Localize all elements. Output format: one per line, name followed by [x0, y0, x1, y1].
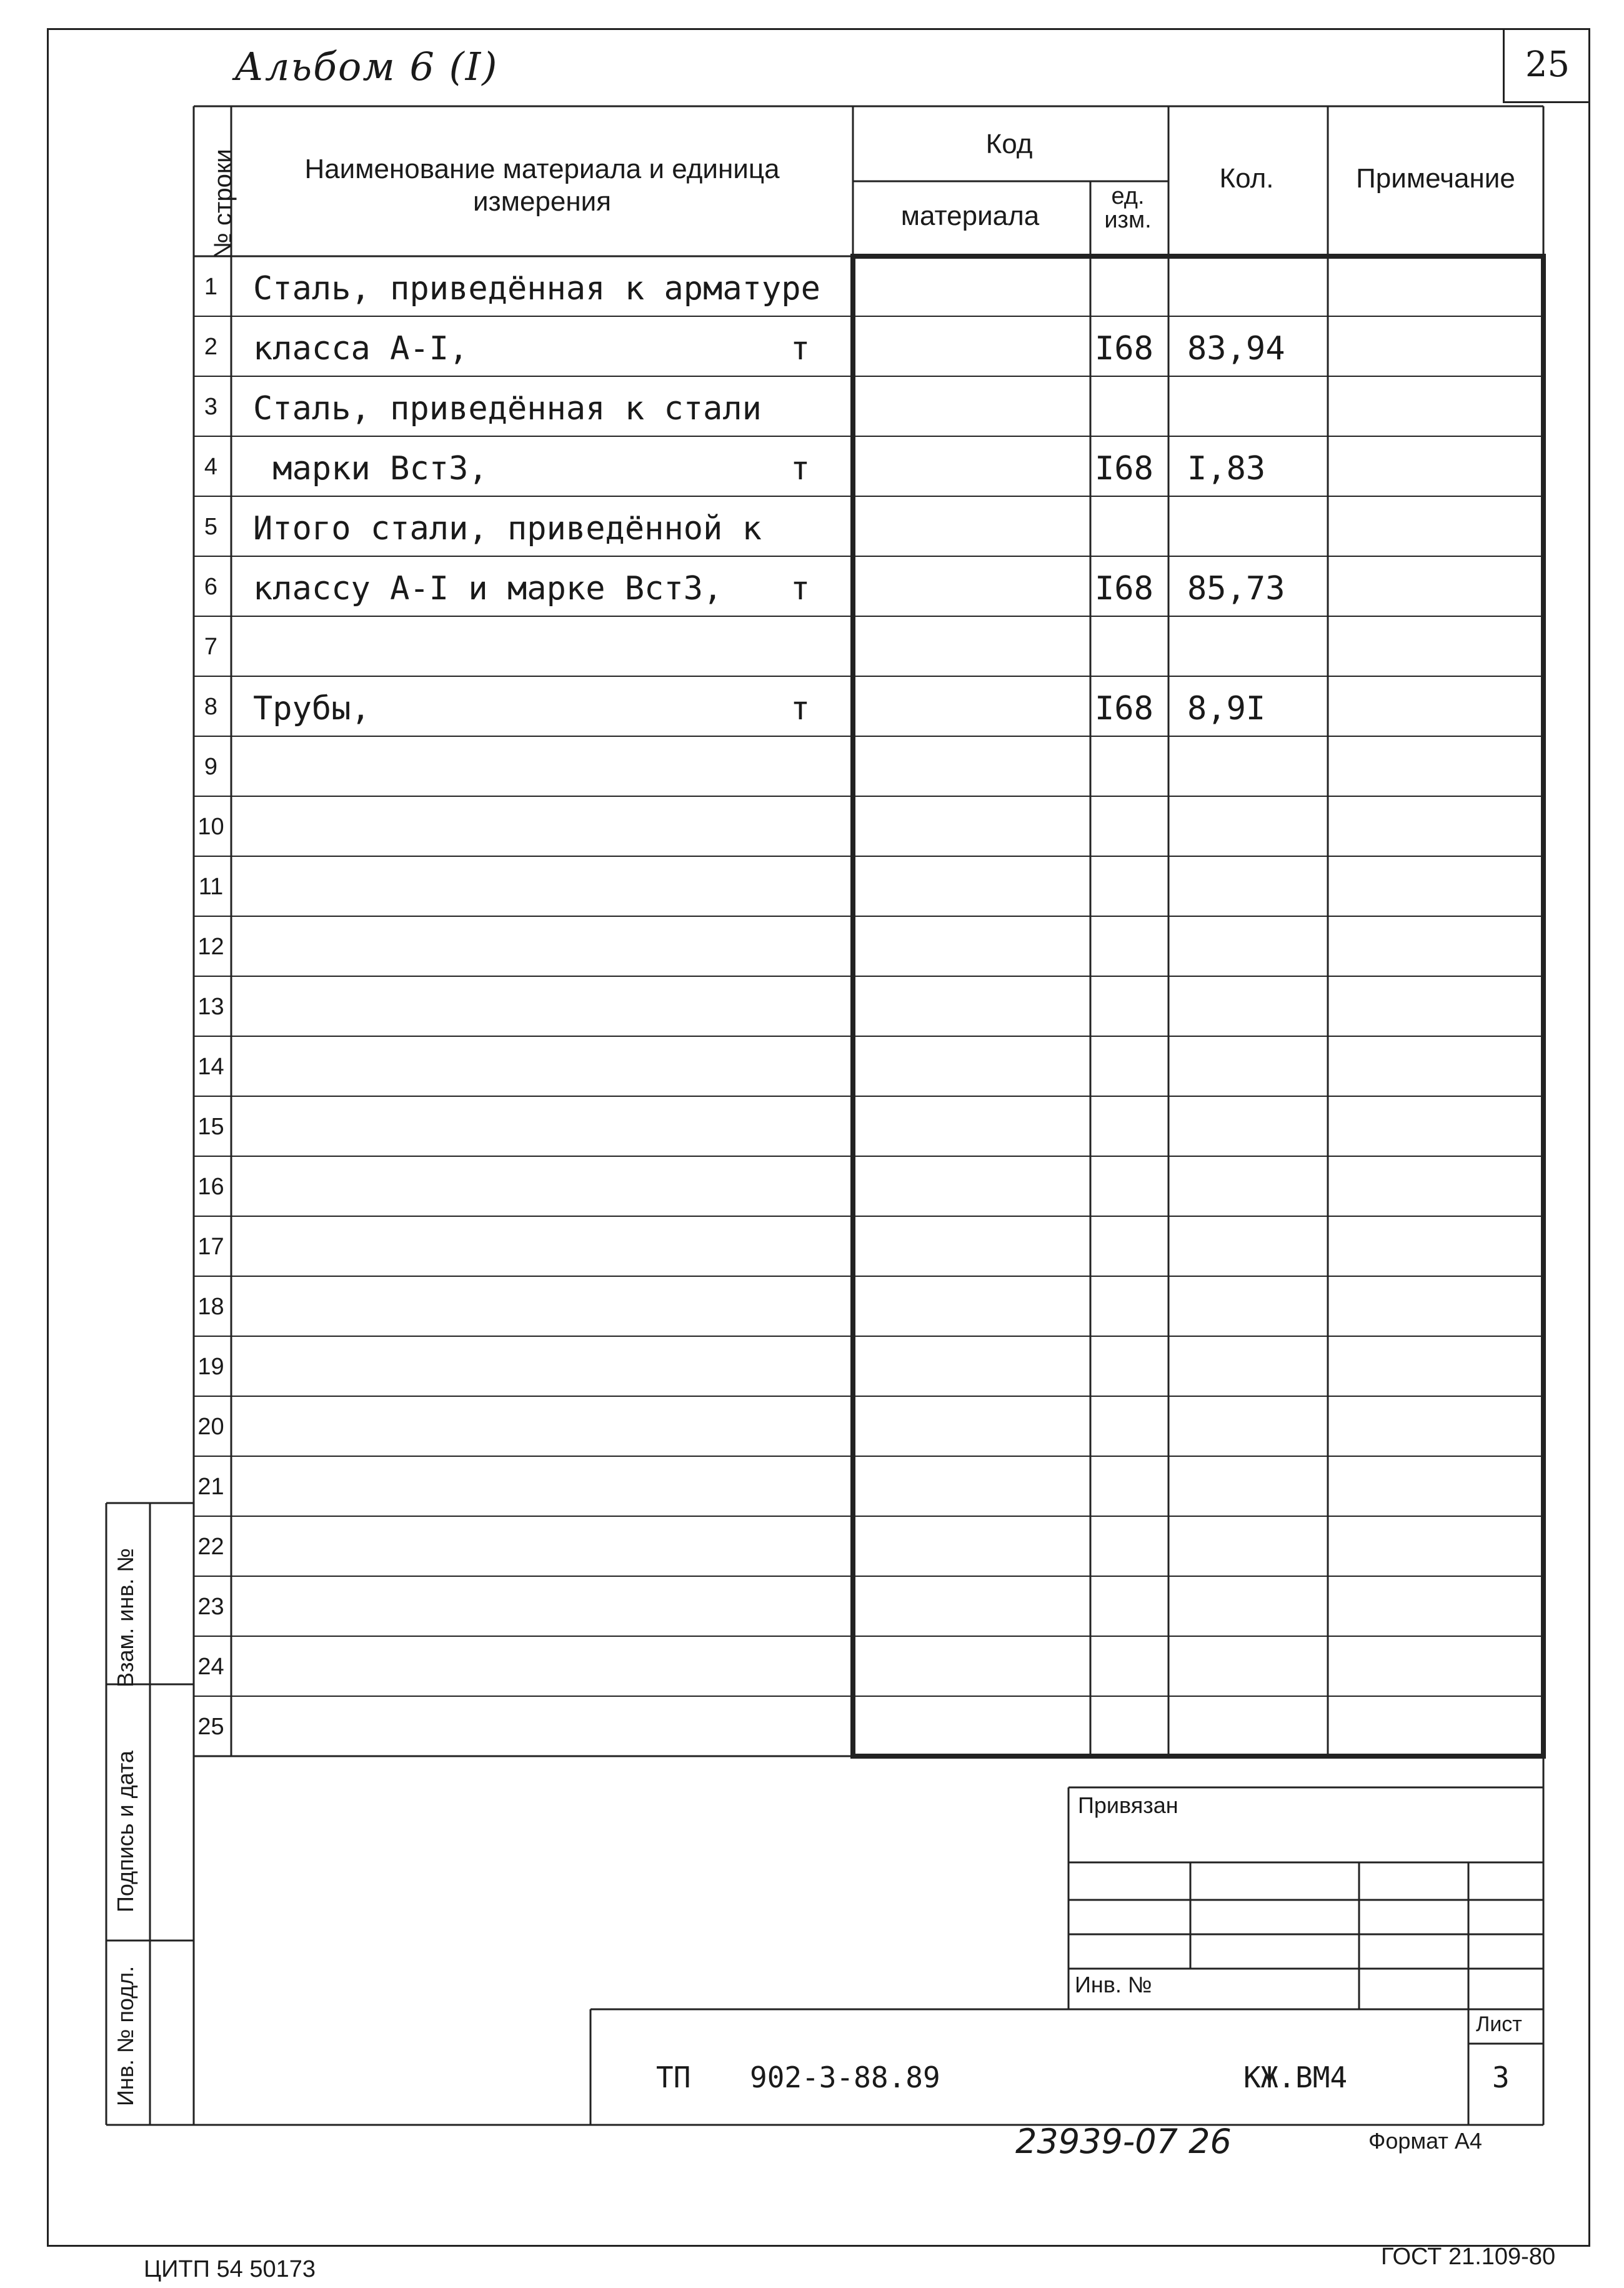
row-number: 10 [197, 814, 224, 840]
material-name: Трубы, [253, 690, 371, 727]
list-label: Лист [1476, 2012, 1522, 2036]
row-number: 7 [204, 634, 218, 660]
quantity: I,83 [1187, 450, 1266, 487]
quantity: 8,9I [1187, 690, 1266, 727]
material-name: Сталь, приведённая к стали [253, 390, 762, 427]
row-number: 18 [197, 1294, 224, 1320]
qty-header: Кол. [1219, 163, 1274, 194]
footer-right: ГОСТ 21.109-80 [1381, 2244, 1556, 2270]
note-header: Примечание [1356, 163, 1515, 194]
material-header: материала [900, 201, 1040, 231]
row-number: 15 [197, 1114, 224, 1140]
row-number: 20 [197, 1414, 224, 1440]
inv-podl-label: Инв. № подл. [112, 1966, 138, 2106]
row-number: 3 [204, 394, 218, 420]
row-number: 6 [204, 574, 218, 600]
footer-left: ЦИТП 54 50173 [144, 2256, 316, 2282]
row-number: 16 [197, 1174, 224, 1200]
row-number-header: № строки [209, 149, 237, 259]
material-name: Сталь, приведённая к арматуре [253, 270, 820, 307]
row-number: 4 [204, 454, 218, 480]
tp-label: ТП [656, 2061, 691, 2094]
row-number: 5 [204, 514, 218, 540]
unit-letter: т [790, 450, 810, 487]
row-number: 9 [204, 754, 218, 780]
row-number: 14 [197, 1054, 224, 1080]
doc-code: КЖ.ВМ4 [1243, 2061, 1348, 2094]
material-name: марки Вст3, [253, 450, 488, 487]
inv-no-label: Инв. № [1075, 1972, 1152, 1997]
format-label: Формат А4 [1368, 2128, 1482, 2154]
row-number: 22 [197, 1534, 224, 1560]
material-name: класса А-I, [253, 330, 469, 367]
material-name: классу А-I и марке Вст3, [253, 570, 723, 607]
unit-code: I68 [1095, 330, 1153, 367]
tp-number: 902-3-88.89 [750, 2061, 940, 2094]
row-number: 24 [197, 1654, 224, 1680]
unit-letter: т [790, 330, 810, 367]
privyazan-label: Привязан [1078, 1792, 1178, 1818]
page-number: 25 [1503, 28, 1590, 103]
row-number: 21 [197, 1474, 224, 1500]
row-number: 8 [204, 694, 218, 720]
vzam-label: Взам. инв. № [112, 1547, 138, 1687]
unit-letter: т [790, 570, 810, 607]
row-number: 19 [197, 1354, 224, 1380]
unit-code: I68 [1095, 570, 1153, 607]
quantity: 85,73 [1187, 570, 1285, 607]
unit-letter: т [790, 690, 810, 727]
name-header: Наименование материала и единица измерения [304, 154, 780, 217]
row-number: 1 [204, 274, 218, 300]
album-label: Альбом 6 (I) [234, 44, 499, 89]
row-number: 13 [197, 994, 224, 1020]
quantity: 83,94 [1187, 330, 1285, 367]
row-number: 11 [198, 874, 224, 900]
row-number: 23 [197, 1594, 224, 1620]
handwritten-number: 23939-07 26 [1015, 2122, 1232, 2161]
sheet-number: 3 [1492, 2061, 1510, 2094]
unit-code: I68 [1095, 450, 1153, 487]
unit-header: ед. изм. [1104, 183, 1152, 233]
row-number: 12 [197, 934, 224, 960]
row-number: 17 [197, 1234, 224, 1260]
material-name: Итого стали, приведённой к [253, 510, 762, 547]
podpis-label: Подпись и дата [112, 1751, 138, 1912]
unit-code: I68 [1095, 690, 1153, 727]
row-number: 25 [197, 1714, 224, 1740]
code-header: Код [985, 129, 1033, 159]
row-number: 2 [204, 334, 218, 360]
